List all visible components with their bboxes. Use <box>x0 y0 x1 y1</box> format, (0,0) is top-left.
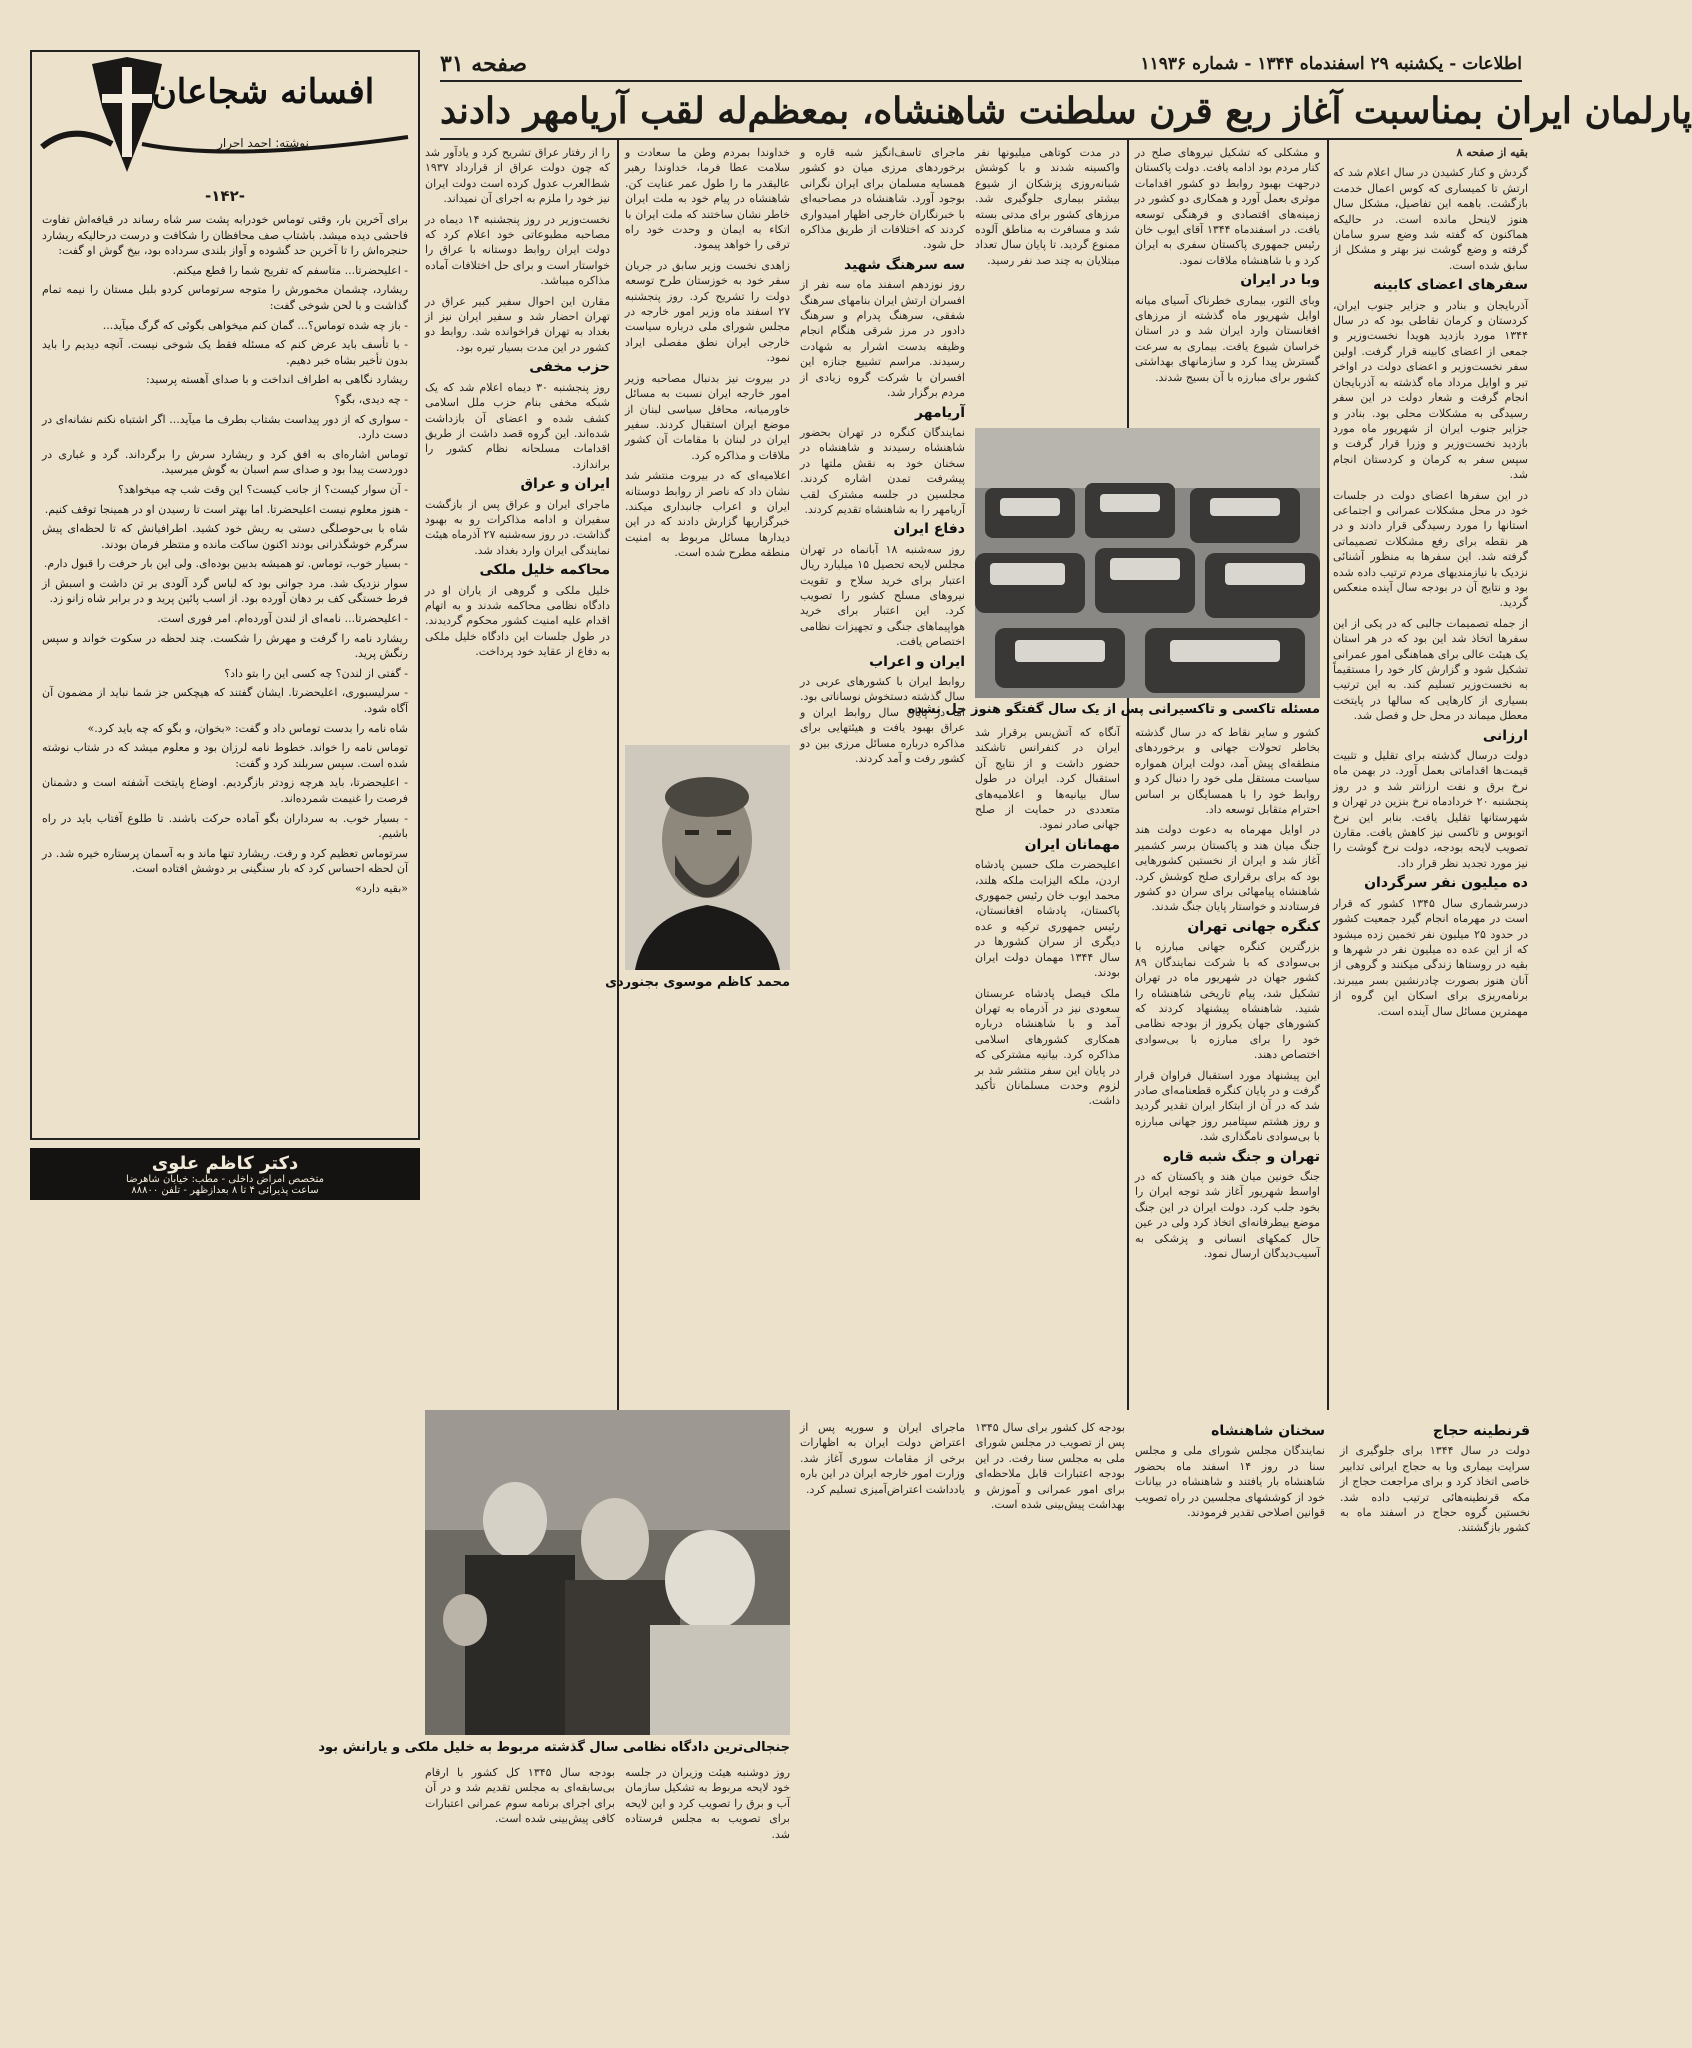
paragraph: دولت درسال گذشته برای تقلیل و تثبیت قیمت‌ها اقداماتی بعمل آورد. در بهمن ماه نرخ برق و نفت ارزانتر شد و در روز پنجشنبه ۲۰ خردادماه نرخ بنزین در تهران و شهرستانها تقلیل یافت. بنابر این نرخ اتوبوس و تاکسی نیز کاهش یافت. مقارن تصویب لایحه بودجه، دولت نرخ گوشت را نیز مورد تجدید نظر قرار داد. <box>1333 749 1529 870</box>
portrait-caption: محمد کاظم موسوی بجنوردی <box>605 975 790 990</box>
paragraph: روابط ایران با کشورهای عربی در سال گذشته دستخوش نوساناتی بود. اما در پایان سال روابط ایران و عراق بهبود یافت و هیئتهایی برای مذاکره درباره مسائل مرزی بین دو کشور رفت و آمد کردند. <box>800 675 965 766</box>
bottom-column-4 <box>800 1420 965 2020</box>
subheading: مهمانان ایران <box>1024 836 1120 853</box>
serial-paragraph: - باز چه شده توماس؟... گمان کنم میخواهی بگوئی که گرگ میآید... <box>102 318 408 332</box>
paragraph: بودجه کل کشور برای سال ۱۳۴۵ پس از تصویب در مجلس شورای ملی به مجلس سنا رفت. در این بودجه اعتبارات قابل ملاحظه‌ای برای امور عمرانی و آموزش و بهداشت پیش‌بینی شده است. <box>975 1421 1125 1512</box>
serial-paragraph: - گفتی از لندن؟ چه کسی این را بتو داد؟ <box>224 666 408 680</box>
article-column-6 <box>425 145 610 1410</box>
serial-paragraph: - بسیار خوب، توماس. تو همیشه بدبین بوده‌ای. ولی این بار حرفت را قبول دارم. <box>43 557 408 571</box>
paragraph: آنگاه که آتش‌بس برقرار شد ایران در کنفرانس تاشکند حضور داشت و از نتایج آن استقبال کرد. ایران در طول سال بیانیه‌ها و اعلامیه‌های متعددی در حمایت از صلح جهانی صادر نمود. <box>975 726 1120 832</box>
court-photo <box>425 1410 790 1735</box>
subheading: وبا در ایران <box>1240 272 1320 289</box>
continued-from: بقیه از صفحه ۸ <box>1456 146 1528 159</box>
page-number: صفحه ۳۱ <box>440 51 528 77</box>
bottom-column-5 <box>625 1765 790 2020</box>
serial-paragraph: - آن سوار کیست؟ از جانب کیست؟ این وقت شب چه میخواهد؟ <box>117 482 408 496</box>
serial-paragraph: - اعلیحضرتا... متاسفم که تفریح شما را قطع میکنم. <box>172 263 408 277</box>
paragraph: ماجرای ایران و سوریه پس از اعتراض دولت ایران به اظهارات برخی از مقامات سوری آغاز شد. وزارت امور خارجه ایران در این باره یادداشت اعتراض‌آمیزی تسلیم کرد. <box>800 1421 965 1496</box>
serial-paragraph: - با تأسف باید عرض کنم که مسئله فقط یک شوخی نیست. آنچه دیدیم را باید بدون تأخیر بشاه خبر دهیم. <box>42 338 408 367</box>
subheading: ایران و عراق <box>520 476 610 493</box>
paragraph: خداوندا بمردم وطن ما سعادت و سلامت عطا فرما، خداوندا رهبر عالیقدر ما را طول عمر عنایت کن. شاهنشاه در پیام خود به ملت ایران خاطر نشان ساختند که ملت ایران با اتکاء به ایمان و وحدت خود راه ترقی را خواهد پیمود. <box>625 146 790 252</box>
paragraph: مقارن این احوال سفیر کبیر عراق در تهران احضار شد و سفیر ایران نیز از بغداد به تهران فراخوانده شد. روابط دو کشور در این مدت بسیار تیره بود. <box>425 294 610 354</box>
paragraph: در اوایل مهرماه به دعوت دولت هند جنگ میان هند و پاکستان برسر کشمیر آغاز شد و ایران از نخستین کشورهایی بود که برای برقراری صلح کوشش کرد. شاهنشاه پیامهائی برای سران دو کشور فرستادند و خواستار پایان جنگ شدند. <box>1135 823 1320 914</box>
doctor-advertisement <box>30 1148 420 1200</box>
serial-paragraph: - چه دیدی، بگو؟ <box>334 392 408 406</box>
serial-paragraph: سوار نزدیک شد. مرد جوانی بود که لباس گرد آلودی بر تن داشت و اسبش از فرط خستگی کف بر دهان آورده بود. از اسب پائین پرید و در برابر شاه زانو زد. <box>42 576 408 606</box>
paragraph: ماجرای ایران و عراق پس از بازگشت سفیران و ادامه مذاکرات رو به بهبود گذاشت. در روز سه‌شنبه ۲۷ آذرماه هیئت نمایندگی ایران وارد بغداد شد. <box>425 497 610 557</box>
serial-paragraph: - بسیار خوب. به سرداران بگو آماده حرکت باشند. تا طلوع آفتاب باید در راه باشیم. <box>42 811 408 841</box>
paragraph: گردش و کنار کشیدن در سال اعلام شد که ارتش تا کمیساری که کوس اعمال خدمت بازگشت. باهمه این تفاصیل، مشکل سال هنوز لاینحل مانده است. در حالیکه هماکنون که گفته شد وضع سرو سامان گرفته و وضع گوشت نیز بهتر و مشکل از سابق شده است. <box>1333 166 1528 272</box>
issue-line: اطلاعات - یکشنبه ۲۹ اسفندماه ۱۳۴۴ - شماره ۱۱۹۳۶ <box>1140 54 1522 74</box>
running-head <box>440 50 1522 78</box>
subheading: کنگره جهانی تهران <box>1187 918 1320 935</box>
paragraph: جنگ خونین میان هند و پاکستان که در اواسط شهریور آغاز شد توجه ایران را بخود جلب کرد. دولت ایران در این جنگ موضع بیطرفانه‌ای اتخاذ کرد ولی در عین حال کمکهای انسانی و پزشکی به آسیب‌دیدگان ارسال نمود. <box>1135 1169 1320 1260</box>
paragraph: این پیشنهاد مورد استقبال فراوان قرار گرفت و در پایان کنگره قطعنامه‌ای صادر شد که در آن از ابتکار ایران تقدیر گردید و روز هشتم سپتامبر روز جهانی مبارزه با بی‌سوادی نامگذاری شد. <box>1135 1068 1320 1144</box>
subheading: تهران و جنگ شبه قاره <box>1162 1148 1320 1165</box>
serial-paragraph: - سواری که از دور پیداست بشتاب بطرف ما میآید... اگر اشتباه نکنم نشانه‌ای در دست دارد. <box>42 412 408 442</box>
column-rule <box>1327 140 1329 1410</box>
taxi-photo-caption: مسئله تاکسی و تاکسیرانی پس از یک سال گفتگو هنوز حل نشده <box>907 702 1320 717</box>
serial-story-box <box>30 50 420 1140</box>
subheading: قرنطینه حجاج <box>1432 1423 1530 1439</box>
serial-paragraph: ریشارد نامه را گرفت و مهرش را شکست. چند لحظه در سکوت خواند و سپس رنگش پرید. <box>42 631 408 661</box>
taxi-image <box>975 428 1320 698</box>
article-column-2b <box>975 145 1120 420</box>
serial-paragraph: شاه با بی‌حوصلگی دستی به ریش خود کشید. اطرافیانش که تا لحظه‌ای پیش سرگرم خوشگذرانی بودند اکنون ساکت مانده و منتظر فرمان بودند. <box>42 522 408 551</box>
serial-paragraph: - اعلیحضرتا... نامه‌ای از لندن آورده‌ام. امر فوری است. <box>157 612 408 626</box>
column-rule <box>1127 140 1129 1410</box>
ad-line: متخصص امراض داخلی - مطب: خیابان شاهرضا <box>126 1173 324 1185</box>
court-photo-caption: جنجالی‌ترین دادگاه نظامی سال گذشته مربوط به خلیل ملکی و یارانش بود <box>318 1740 790 1755</box>
paragraph: بودجه سال ۱۳۴۵ کل کشور با ارقام بی‌سابقه‌ای به مجلس تقدیم شد و در آن برای اجرای برنامه سوم عمرانی اعتبارات کافی پیش‌بینی شده است. <box>425 1766 615 1826</box>
serial-paragraph: برای آخرین بار، وقتی توماس خودرابه پشت سر شاه رساند در قیافه‌اش تفاوت فاحشی دیده میشد. باشتاب صف محافظان را شکافت و درست درحالیکه ریشارد حنجره‌اش را تا آخرین حد گشوده و آواز بلندی سرداده بود، بیخ گوش او گفت: <box>42 213 408 258</box>
paragraph: در مدت کوتاهی میلیونها نفر واکسینه شدند و با کوشش شبانه‌روزی پزشکان از شیوع بیشتر بیماری جلوگیری شد. مرزهای کشور برای مدتی بسته شد و مسافرت به مناطق آلوده ممنوع گردید. تا پایان سال تعداد مبتلایان به چند صد نفر رسید. <box>975 146 1120 267</box>
paragraph: درسرشماری سال ۱۳۴۵ کشور که قرار است در مهرماه انجام گیرد جمعیت کشور در حدود ۲۵ میلیون نفر تخمین زده میشود که از این عده ده میلیون نفر در شهرها و بقیه در روستاها زندگی میکنند و گروهی از آنان هنوز بصورت چادرنشین بسر میبرند. برنامه‌ریزی برای اسکان این گروه از مهمترین مسائل سال آینده است. <box>1333 896 1529 1018</box>
header-rule <box>440 80 1522 82</box>
paragraph: زاهدی نخست وزیر سابق در جریان سفر خود به خوزستان طرح توسعه دولت را تشریح کرد. روز پنجشنبه ۲۷ اسفند ماه وزیر امور خارجه در مجلس شورای ملی درباره سیاست خارجی ایران نطق مفصلی ایراد نمود. <box>625 258 790 365</box>
headline: پارلمان ایران بمناسبت آغاز ربع قرن سلطنت شاهنشاه، بمعظم‌له لقب آریامهر دادند <box>440 90 1692 132</box>
paragraph: نخست‌وزیر در روز پنجشنبه ۱۴ دیماه در مصاحبه مطبوعاتی خود اعلام کرد که دولت ایران روابط دوستانه با عراق را خواستار است و برای حل اختلافات آماده مذاکره میباشد. <box>425 212 610 288</box>
subheading: سه سرهنگ شهید <box>843 256 965 273</box>
bottom-column-1 <box>1340 1420 1530 2020</box>
headline-rule <box>440 138 1522 140</box>
serial-paragraph: - اعلیحضرتا، باید هرچه زودتر بازگردیم. اوضاع پایتخت آشفته است و دشمنان فرصت را غنیمت شمرده‌اند. <box>42 776 408 805</box>
article-column-3a <box>1135 725 1320 1410</box>
bottom-column-6 <box>425 1765 615 2020</box>
paragraph: روز سه‌شنبه ۱۸ آبانماه در تهران مجلس لایحه تحصیل ۱۵ میلیارد ریال اعتبار برای خرید سلاح و تقویت نیروهای مسلح کشور را تصویب کرد. این اعتبار برای خرید هواپیماهای جنگی و تجهیزات نظامی اختصاص یافت. <box>800 542 965 649</box>
taxi-photo <box>975 428 1320 698</box>
serial-paragraph: ریشارد، چشمان مخمورش را متوجه سرتوماس کردو بلبل مستان را نیمه تمام گذاشت و با لحن شوخی گفت: <box>42 283 408 312</box>
paragraph: دولت در سال ۱۳۴۴ برای جلوگیری از سرایت بیماری وبا به حجاج ایرانی تدابیر خاصی اتخاذ کرد و برای مراجعت حجاج از مکه قرنطینه‌هائی ترتیب داده شد. نخستین گروه حجاج در اسفند ماه به کشور بازگشتند. <box>1340 1444 1530 1535</box>
subheading: ایران و اعراب <box>869 653 965 670</box>
subheading: حزب مخفی <box>529 359 610 376</box>
paragraph: اعلیحضرت ملک حسین پادشاه اردن، ملکه الیزابت ملکه هلند، محمد ایوب خان رئیس جمهوری پاکستان، پادشاه افغانستان، رئیس جمهوری ترکیه و عده دیگری از سران کشورها در سال ۱۳۴۴ مهمان دولت ایران بودند. <box>975 858 1120 980</box>
ad-name: دکتر کاظم علوی <box>151 1152 299 1174</box>
court-image <box>425 1410 790 1735</box>
paragraph: ملک فیصل پادشاه عربستان سعودی نیز در آذرماه به تهران آمد و با شاهنشاه درباره همکاری کشورهای اسلامی مذاکره کرد. بیانیه مشترکی که در پایان این سفر منتشر شد بر لزوم وحدت مسلمانان تأکید داشت. <box>975 986 1120 1108</box>
serial-paragraph: - سرلیسبوری، اعلیحضرتا. ایشان گفتند که هیچکس جز شما نباید از مضمون آن آگاه شود. <box>42 686 408 716</box>
serial-author: نوشته: احمد احرار <box>217 136 309 150</box>
paragraph: وبای التور، بیماری خطرناک آسیای میانه اوایل شهریور ماه گذشته از مرزهای افغانستان وارد ایران شد و در استان خراسان شیوع یافت. بیماری به سرعت گسترش پیدا کرد و سازمانهای بهداشتی کشور برای مبارزه با آن بسیج شدند. <box>1135 293 1320 384</box>
serial-paragraph: سرتوماس تعظیم کرد و رفت. ریشارد تنها ماند و به آسمان پرستاره خیره شد. در آن لحظه احساس کرد که بار سنگینی بر دوشش افتاده است. <box>42 846 408 876</box>
paragraph: روز دوشنبه هیئت وزیران در جلسه خود لایحه مربوط به تشکیل سازمان آب و برق را تصویب کرد و این لایحه برای تصویب به مجلس فرستاده شد. <box>625 1766 790 1841</box>
paragraph: نمایندگان مجلس شورای ملی و مجلس سنا در روز ۱۴ اسفند ماه بحضور شاهنشاه بار یافتند و شاهنشاه در بیانات خود از کوششهای مجلسین در راه تصویب قوانین اصلاحی تقدیر فرمودند. <box>1135 1444 1326 1520</box>
article-column-5 <box>625 145 790 735</box>
paragraph: را از رفتار عراق تشریح کرد و یادآور شد که چون دولت عراق از قرارداد ۱۹۳۷ شط‌العرب عدول کرده است دولت ایران نیز خود را ملزم به اجرای آن نمیداند. <box>425 146 610 206</box>
portrait-image <box>625 745 790 970</box>
serial-paragraph: توماس اشاره‌ای به افق کرد و ریشارد سرش را برگرداند. گرد و غباری در دوردست پیدا بود و صدای سم اسبان به گوش میرسید. <box>42 447 408 477</box>
episode-number: -۱۴۲- <box>205 187 245 205</box>
subheading: ارزانی <box>1482 727 1528 744</box>
subheading: آریامهر <box>915 404 965 421</box>
serial-paragraph: توماس نامه را خواند. خطوط نامه لرزان بود و معلوم میشد که در شتاب نوشته شده است. سپس سربلند کرد و گفت: <box>42 741 408 770</box>
paragraph: آذربایجان و بنادر و جزایر جنوب ایران، کردستان و کرمان نقاطی بود که در سال ۱۳۴۴ مورد بازدید هویدا نخست‌وزیر و جمعی از اعضای کابینه قرار گرفت. اولین سفر نخست‌وزیر و اعضای دولت در اواخر تیر و اوایل مرداد ماه گذشته به آذربایجان انجام گرفت و شعار دولت در این سفر رسیدگی به مشکلات محلی بود. بنادر و جزایر جنوب ایران از شهریور ماه مورد بازدید نخست‌وزیر و وزرا قرار گرفت و سپس سفر به کرمان و کردستان انجام شد. <box>1333 298 1528 482</box>
paragraph: نمایندگان کنگره در تهران بحضور شاهنشاه رسیدند و شاهنشاه در سخنان خود به نقش ملتها در پیشرفت تمدن اشاره کردند. مجلسین در جلسه مشترک لقب آریامهر را به شاهنشاه تقدیم کردند. <box>800 425 965 516</box>
serial-paragraph: - هنوز معلوم نیست اعلیحضرتا. اما بهتر است تا رسیدن او در همینجا توقف کنیم. <box>44 502 408 516</box>
paragraph: روز نوزدهم اسفند ماه سه نفر از افسران ارتش ایران بنامهای سرهنگ شفقی، سرهنگ پدرام و سرهنگ دادور در مرز شرقی هنگام انجام وظیفه بدست اشرار به شهادت رسیدند. مراسم تشییع جنازه این افسران با شرکت گروه زیادی از مردم برگزار شد. <box>800 278 965 400</box>
subheading: سخنان شاهنشاه <box>1211 1423 1325 1439</box>
article-column-4 <box>800 145 965 1410</box>
paragraph: در این سفرها اعضای دولت در جلسات خود در محل مشکلات عمرانی و اجتماعی استانها را مورد رسیدگی قرار دادند و در هر نقطه برای رفع مشکلات تصمیماتی گرفته شد. این سفرها به منظور آشنائی نزدیک با نیازمندیهای مردم ترتیب داده شده بود و نتایج آن در بودجه سال آینده منعکس گردید. <box>1333 488 1528 610</box>
paragraph: بزرگترین کنگره جهانی مبارزه با بی‌سوادی که با شرکت نمایندگان ۸۹ کشور جهان در شهریور ماه در تهران تشکیل شد، پیام تاریخی شاهنشاه را شنید. شاهنشاه پیشنهاد کردند که کشورهای جهان یکروز از بودجه نظامی خود را برای مبارزه با بی‌سوادی اختصاص دهند. <box>1135 940 1320 1062</box>
paragraph: روز پنجشنبه ۳۰ دیماه اعلام شد که یک شبکه مخفی بنام حزب ملل اسلامی کشف شده و اعضای آن بازداشت شده‌اند. این گروه قصد داشت از طریق اقدامات مسلحانه نظام کشور را براندازد. <box>425 380 610 471</box>
subheading: دفاع ایران <box>893 521 965 538</box>
serial-title: افسانه شجاعان <box>151 72 375 112</box>
article-column-2a <box>1135 145 1320 420</box>
subheading: ده میلیون نفر سرگردان <box>1364 875 1528 892</box>
paragraph: در بیروت نیز بدنبال مصاحبه وزیر امور خارجه ایران نسبت به مسائل خاورمیانه، محافل سیاسی لبنان از موضع ایران استقبال کردند. سفیر ایران در لبنان با مقامات آن کشور ملاقات و مذاکره کرد. <box>625 371 790 462</box>
subheading: محاکمه خلیل ملکی <box>479 562 610 579</box>
paragraph: و مشکلی که تشکیل نیروهای صلح در کنار مردم بود ادامه یافت. دولت پاکستان درجهت بهبود روابط دو کشور اقدامات موثری بعمل آورد و همکاری دو کشور در زمینه‌های اقتصادی و فرهنگی توسعه یافت. در اسفندماه ۱۳۴۴ آقای ایوب خان رئیس جمهوری پاکستان سفری به ایران کرد و با شاهنشاه ملاقات نمود. <box>1135 146 1320 267</box>
ad-line: ساعت پذیرائی ۴ تا ۸ بعدازظهر - تلفن ۸۸۸۰۰ <box>131 1184 319 1196</box>
portrait-photo <box>625 745 790 970</box>
serial-paragraph: شاه نامه را بدست توماس داد و گفت: «بخوان، و بگو که چه باید کرد.» <box>87 721 408 735</box>
bottom-column-3 <box>975 1420 1125 2020</box>
serial-paragraph: ریشارد نگاهی به اطراف انداخت و با صدای آهسته پرسید: <box>145 373 408 387</box>
serial-paragraph: «بقیه دارد» <box>355 881 408 895</box>
column-rule <box>617 140 619 1410</box>
paragraph: از جمله تصمیمات جالبی که در یکی از این سفرها اتخاذ شد این بود که در هر استان یک هیئت عالی برای هماهنگی امور عمرانی تشکیل شود و گزارش کار خود را مستقیماً به نخست‌وزیر تسلیم کند. به این ترتیب بسیاری از کارهایی که سالها در پایتخت معطل میماند در محل حل و فصل شد. <box>1333 616 1528 723</box>
paragraph: اعلامیه‌ای که در بیروت منتشر شد نشان داد که ناصر از روابط دوستانه ایران و اعراب جانبداری میکند. خبرگزاریها گزارش دادند که در این دیدارها مسائل مربوط به امنیت منطقه مطرح شده است. <box>625 469 790 560</box>
paragraph: کشور و سایر نقاط که در سال گذشته بخاطر تحولات جهانی و برخوردهای منطقه‌ای پیش آمد، دولت ایران همواره سیاست مستقل ملی خود را دنبال کرد و روابط خود را با همسایگان بر اساس احترام متقابل توسعه داد. <box>1135 726 1320 817</box>
bottom-column-2 <box>1135 1420 1325 2020</box>
paragraph: ماجرای تاسف‌انگیز شبه قاره و برخوردهای مرزی میان دو کشور همسایه مسلمان برای ایران نگرانی بوجود آورد. شاهنشاه در مصاحبه‌ای با خبرنگاران خارجی اظهار امیدواری کردند که اختلافات از طریق مذاکره حل شود. <box>800 146 965 252</box>
serial-text <box>42 212 408 1128</box>
paragraph: خلیل ملکی و گروهی از یاران او در دادگاه نظامی محاکمه شدند و به اتهام اقدام علیه امنیت کشور محکوم گردیدند. در طول جلسات این دادگاه خلیل ملکی به دفاع از عقاید خود پرداخت. <box>425 583 610 659</box>
article-column-1 <box>1333 145 1528 1410</box>
subheading: سفرهای اعضای کابینه <box>1373 277 1528 294</box>
article-column-3b <box>975 725 1120 1410</box>
